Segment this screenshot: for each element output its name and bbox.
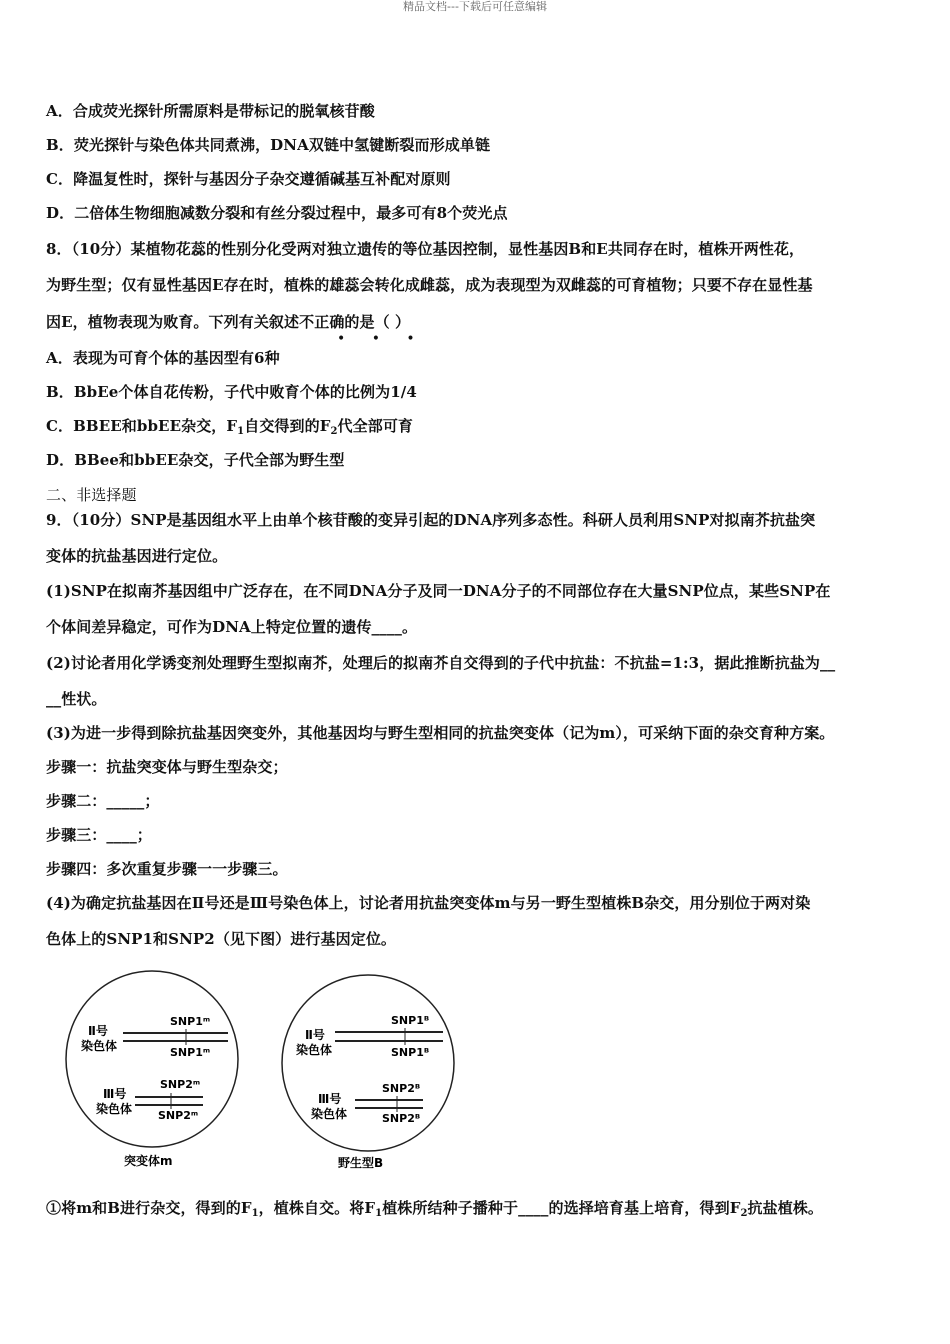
wild-chr3-label-1: Ⅲ号 xyxy=(318,1092,342,1106)
step-3: 步骤三：____； xyxy=(46,826,152,844)
subscript: 1 xyxy=(251,1208,259,1219)
option-7c: C．降温复性时，探针与基因分子杂交遵循碱基互补配对原则 xyxy=(46,170,451,188)
question-8-line-3: 因E，植物表现为败育。下列有关叙述不正确的是（ ） xyxy=(46,313,411,331)
mutant-snp2-top: SNP2ᵐ xyxy=(160,1078,201,1091)
mutant-snp2-bottom: SNP2ᵐ xyxy=(158,1109,199,1122)
chromosome-figure xyxy=(0,965,480,1177)
question-9-part-1-line-2: 个体间差异稳定，可作为DNA上特定位置的遗传____。 xyxy=(46,618,418,636)
wild-caption: 野生型B xyxy=(338,1156,384,1170)
question-9-part-3: (3)为进一步得到除抗盐基因突变外，其他基因均与野生型相同的抗盐突变体（记为m），可采纳下面的杂交育种方案。 xyxy=(46,724,835,742)
mutant-chr2-label-2: 染色体 xyxy=(81,1039,118,1053)
question-9-part-4-item-1 xyxy=(46,1198,823,1224)
wild-chr2-label-2: 染色体 xyxy=(296,1043,333,1057)
option-8c-part-3: 代全部可育 xyxy=(337,417,414,435)
question-9-part-1-line-1: (1)SNP在拟南芥基因组中广泛存在，在不同DNA分子及同一DNA分子的不同部位存在大量SNP位点，某些SNP在 xyxy=(46,582,831,600)
item-1-part-3: 植株所结种子播种于____的选择培育基上培育，得到F xyxy=(382,1199,741,1217)
wild-type-cell xyxy=(282,975,454,1170)
wild-chr3-label-2: 染色体 xyxy=(311,1107,348,1121)
mutant-caption: 突变体m xyxy=(124,1154,173,1168)
item-1-part-2: ，植株自交。将F xyxy=(258,1199,376,1217)
question-8-line-1: 8．（10分）某植物花蕊的性别分化受两对独立遗传的等位基因控制，显性基因B和E共同存在时，植株开两性花， xyxy=(46,240,805,258)
wild-snp2-bottom: SNP2ᴮ xyxy=(382,1112,421,1125)
question-9-part-2-line-1: (2)讨论者用化学诱变剂处理野生型拟南芥，处理后的拟南芥自交得到的子代中抗盐：不抗盐=1:3，据此推断抗盐为__ xyxy=(46,654,836,672)
step-2: 步骤二：_____； xyxy=(46,792,160,810)
question-9-line-2: 变体的抗盐基因进行定位。 xyxy=(46,547,228,565)
question-9-part-4-line-1: (4)为确定抗盐基因在Ⅱ号还是Ⅲ号染色体上，讨论者用抗盐突变体m与另一野生型植株B杂交，用分别位于两对染 xyxy=(46,894,811,912)
option-8c-part-2: 自交得到的F xyxy=(244,417,331,435)
option-8a: A．表现为可育个体的基因型有6种 xyxy=(46,349,280,367)
question-9-part-4-line-2: 色体上的SNP1和SNP2（见下图）进行基因定位。 xyxy=(46,930,397,948)
option-7d: D．二倍体生物细胞减数分裂和有丝分裂过程中，最多可有8个荧光点 xyxy=(46,204,508,222)
mutant-chr2-label-1: Ⅱ号 xyxy=(88,1024,108,1038)
option-8d: D．BBee和bbEE杂交，子代全部为野生型 xyxy=(46,451,345,469)
option-8c xyxy=(46,416,413,442)
mutant-chr3-label-1: Ⅲ号 xyxy=(103,1087,127,1101)
emphasis-dots: • • • xyxy=(337,331,426,347)
page-header: 精品文档---下载后可任意编辑 xyxy=(403,0,547,13)
wild-snp1-top: SNP1ᴮ xyxy=(391,1014,430,1027)
option-7a: A．合成荧光探针所需原料是带标记的脱氧核苷酸 xyxy=(46,102,375,120)
section-heading: 二、非选择题 xyxy=(46,486,137,504)
mutant-cell xyxy=(66,971,238,1168)
question-8-line-2: 为野生型；仅有显性基因E存在时，植株的雄蕊会转化成雌蕊，成为表现型为双雌蕊的可育植物；只要不存在显性基 xyxy=(46,276,813,294)
item-1-part-1: ①将m和B进行杂交，得到的F xyxy=(46,1199,252,1217)
question-9-line-1: 9．（10分）SNP是基因组水平上由单个核苷酸的变异引起的DNA序列多态性。科研人员利用SNP对拟南芥抗盐突 xyxy=(46,511,816,529)
mutant-chr3-label-2: 染色体 xyxy=(96,1102,133,1116)
question-9-part-2-line-2: __性状。 xyxy=(46,690,107,708)
option-7b: B．荧光探针与染色体共同煮沸，DNA双链中氢键断裂而形成单链 xyxy=(46,136,491,154)
mutant-snp1-top: SNP1ᵐ xyxy=(170,1015,211,1028)
option-8c-part-1: C．BBEE和bbEE杂交，F xyxy=(46,417,238,435)
mutant-snp1-bottom: SNP1ᵐ xyxy=(170,1046,211,1059)
option-8b: B．BbEe个体自花传粉，子代中败育个体的比例为1/4 xyxy=(46,383,417,401)
subscript: 2 xyxy=(330,426,338,437)
subscript: 1 xyxy=(237,426,245,437)
wild-chr2-label-1: Ⅱ号 xyxy=(305,1028,325,1042)
wild-snp1-bottom: SNP1ᴮ xyxy=(391,1046,430,1059)
step-1: 步骤一：抗盐突变体与野生型杂交； xyxy=(46,758,288,776)
wild-snp2-top: SNP2ᴮ xyxy=(382,1082,421,1095)
subscript: 2 xyxy=(740,1208,748,1219)
item-1-part-4: 抗盐植株。 xyxy=(747,1199,824,1217)
subscript: 1 xyxy=(375,1208,383,1219)
step-4: 步骤四：多次重复步骤一一步骤三。 xyxy=(46,860,288,878)
